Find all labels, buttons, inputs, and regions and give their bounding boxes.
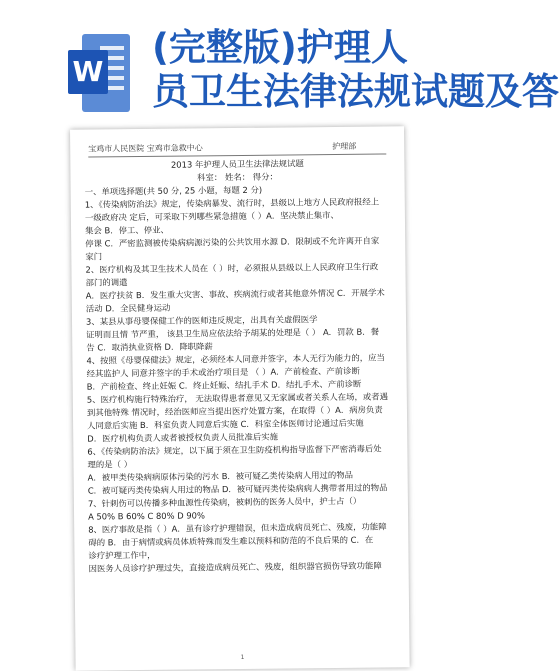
text-line: 到其他特殊 情况时，经治医师应当提出医疗处置方案，在取得（ ）A．病房负责 (86, 404, 383, 418)
exam-info-fields: 科室： 姓名： 得分： (197, 171, 278, 183)
header-hospital-name: 宝鸡市人民医院 宝鸡市急救中心 (88, 143, 203, 154)
text-line: 7、针刺伤可以传播多种血源性传染病，被刺伤的医务人员中，护士占（） (87, 495, 362, 509)
text-line: C．被可疑丙类传染病人用过的物品 D．被可疑丙类传染病病人携带者用过的物品 (87, 482, 388, 496)
header-department: 护理部 (332, 141, 357, 152)
banner-title-line-1: (完整版)护理人 (152, 26, 408, 69)
word-logo-letter: W (68, 50, 108, 94)
page-number: 1 (240, 653, 245, 661)
banner-title (152, 26, 559, 114)
banner-title-line-2: 员卫生法律法规试题及答 (152, 70, 559, 113)
text-line: A．医疗扶贫 B．发生重大灾害、事故、疾病流行或者其他意外情况 C．开展学术 (85, 287, 385, 301)
text-line: 3、某县从事母婴保健工作的医师违反规定，出具有关虚假医学 (85, 314, 318, 327)
text-line: 诊疗护理工作中， (88, 549, 156, 561)
text-line: 4、按照《母婴保健法》规定，必须经本人同意并签字，本人无行为能力的，应当 (86, 352, 385, 366)
text-line: 6、《传染病防治法》规定，以下属于须在卫生防疫机构指导监督下严密消毒后处 (87, 443, 382, 457)
text-line: 2、医疗机构及其卫生技术人员在（ ）时，必须报从县级以上人民政府卫生行政 (85, 261, 379, 275)
text-line: A．被甲类传染病病原体污染的污水 B．被可疑乙类传染病人用过的物品 (87, 469, 354, 483)
word-document-icon (68, 34, 130, 112)
text-line: 证明而且情 节严重， 该县卫生局应依法给予胡某的处理是（ ） A．罚款 B．餐 (86, 326, 379, 340)
text-line: 告 C．取消执业资格 D．降职降薪 (86, 341, 213, 353)
text-line: B．产前检查、终止妊娠 C．终止妊娠、结扎手术 D．结扎手术、产前诊断 (86, 378, 362, 392)
text-line: 经其监护人 同意并签字的手术或治疗项目是 （ ）A．产前检查、产前诊断 (86, 365, 360, 379)
exam-content (84, 156, 394, 575)
text-line: 理的是（ ） (87, 459, 133, 470)
exam-title: 2013 年护理人员卫生法律法规试题 (170, 158, 304, 170)
text-line: 部门的调遣 (85, 277, 128, 288)
text-line: 5、医疗机构施行特殊治疗， 无法取得患者意见又无家属或者关系人在场，或者遇 (86, 391, 388, 405)
text-line: 人同意后实施 B．科室负责人同意后实施 C．科室全体医师讨论通过后实施 (87, 417, 364, 431)
text-line: 8、医疗事故是指（ ）A．虽有诊疗护理错误，但未造成病员死亡、残废，功能障 (88, 521, 387, 535)
text-line: 集会 B．停工、停业、 (85, 224, 169, 236)
text-line: 停课 C．严密监测被传染病病源污染的公共饮用水源 D．限制或不允许离开自家 (85, 235, 380, 249)
text-line: 一级政府决 定后，可采取下列哪些紧急措施（ ）A．坚决禁止集市、 (84, 209, 339, 223)
text-line: 碍的 B．由于病情或病员体质特殊而发生难以预料和防范的不良后果的 C．在 (88, 534, 374, 548)
text-line: 因医务人员诊疗护理过失，直接造成病员死亡、残废，组织器官损伤导致功能障 (88, 560, 382, 574)
document-page (70, 126, 410, 670)
text-line: A 50% B 60% C 80% D 90% (88, 510, 205, 522)
text-line: 1、《传染病防治法》规定，传染病暴发、流行时，县级以上地方人民政府报经上 (84, 196, 380, 210)
text-line: 家门 (85, 251, 103, 262)
text-line: 活动 D．全民健身运动 (85, 302, 171, 314)
text-line: D．医疗机构负责人或者被授权负责人员批准后实施 (87, 431, 278, 444)
section-heading: 一、单项选择题(共 50 分, 25 小题，每题 2 分) (84, 184, 263, 197)
page-header (88, 140, 386, 157)
